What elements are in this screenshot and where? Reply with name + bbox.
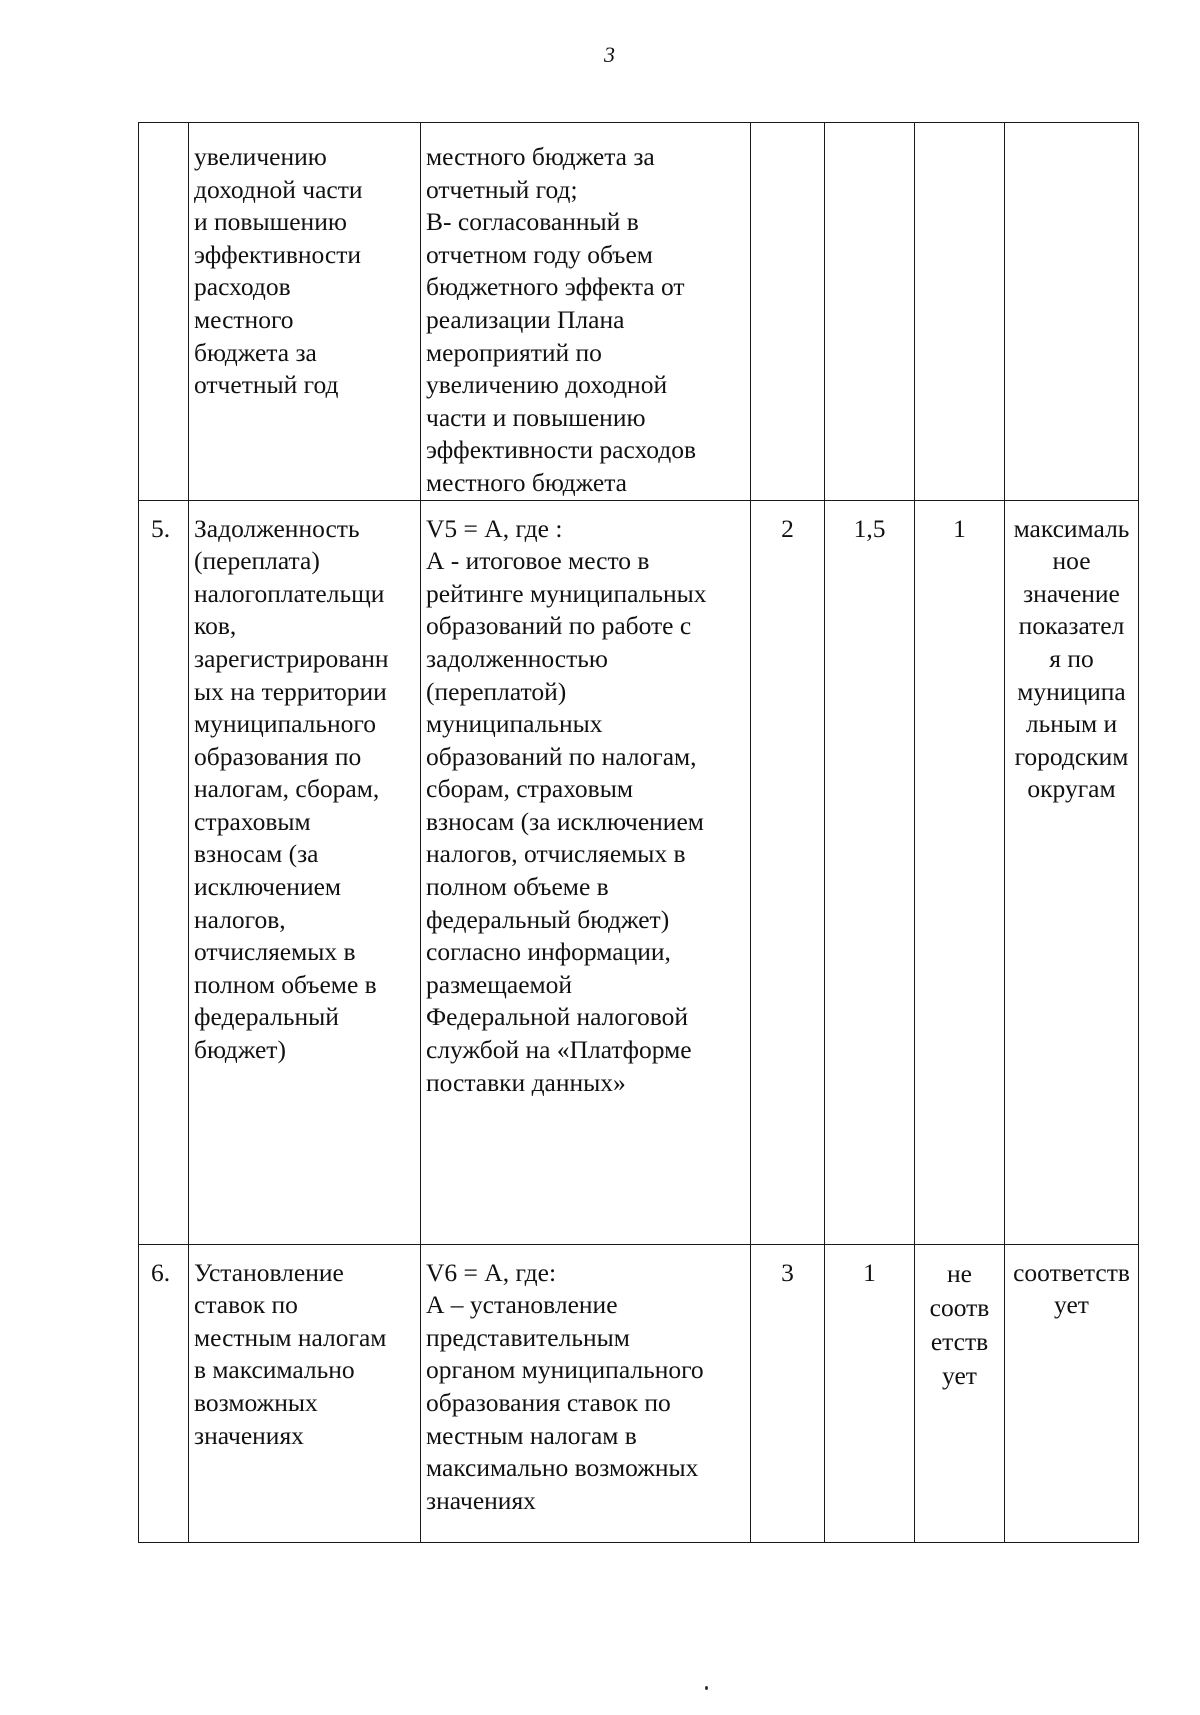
page-number: 3 — [604, 42, 615, 67]
value-3: не соотв етств ует — [915, 1244, 1005, 1542]
indicator-name: увеличению доходной части и повышению эффективности расходов местного бюджета за отчетный год — [189, 123, 421, 501]
note: соответств ует — [1005, 1244, 1139, 1542]
table-row-6 — [139, 1244, 1139, 1542]
indicator-formula: V5 = А, где : А - итоговое место в рейтинге муниципальных образований по работе с задолженностью (переплатой) муниципальных образований по налогам, сборам, страховым взносам (за исключением налогов, отчисляемых в полном объеме в федеральный бюджет) согласно информации, размещаемой Федеральной налоговой службой на «Платформе поставки данных» — [421, 500, 751, 1244]
indicator-name: Установление ставок по местным налогам в максимально возможных значениях — [189, 1244, 421, 1542]
note: максималь ное значение показател я по муниципа льным и городским округам — [1005, 500, 1139, 1244]
indicator-formula: местного бюджета за отчетный год; В- согласованный в отчетном году объем бюджетного эффекта от реализации Плана мероприятий по увеличению доходной части и повышению эффективности расходов местного бюджета — [421, 123, 751, 501]
value-1: 3 — [751, 1244, 825, 1542]
indicator-formula: V6 = А, где: А – установление представительным органом муниципального образования ставок по местным налогам в максимально возможных значениях — [421, 1244, 751, 1542]
value-1: 2 — [751, 500, 825, 1244]
scan-speck — [705, 1686, 708, 1690]
table-row-5 — [139, 500, 1139, 1244]
row-number — [139, 123, 189, 501]
value-2 — [825, 123, 915, 501]
indicator-name: Задолженность (переплата) налогоплательщи ков, зарегистрированн ых на территории муниципального образования по налогам, сборам, страховым взносам (за исключением налогов, отчисляемых в полном объеме в федеральный бюджет) — [189, 500, 421, 1244]
value-2: 1 — [825, 1244, 915, 1542]
note — [1005, 123, 1139, 501]
value-3 — [915, 123, 1005, 501]
value-3: 1 — [915, 500, 1005, 1244]
row-number: 6. — [139, 1244, 189, 1542]
criteria-table — [138, 122, 1139, 1543]
value-1 — [751, 123, 825, 501]
table-row-continuation — [139, 123, 1139, 501]
row-number: 5. — [139, 500, 189, 1244]
value-2: 1,5 — [825, 500, 915, 1244]
